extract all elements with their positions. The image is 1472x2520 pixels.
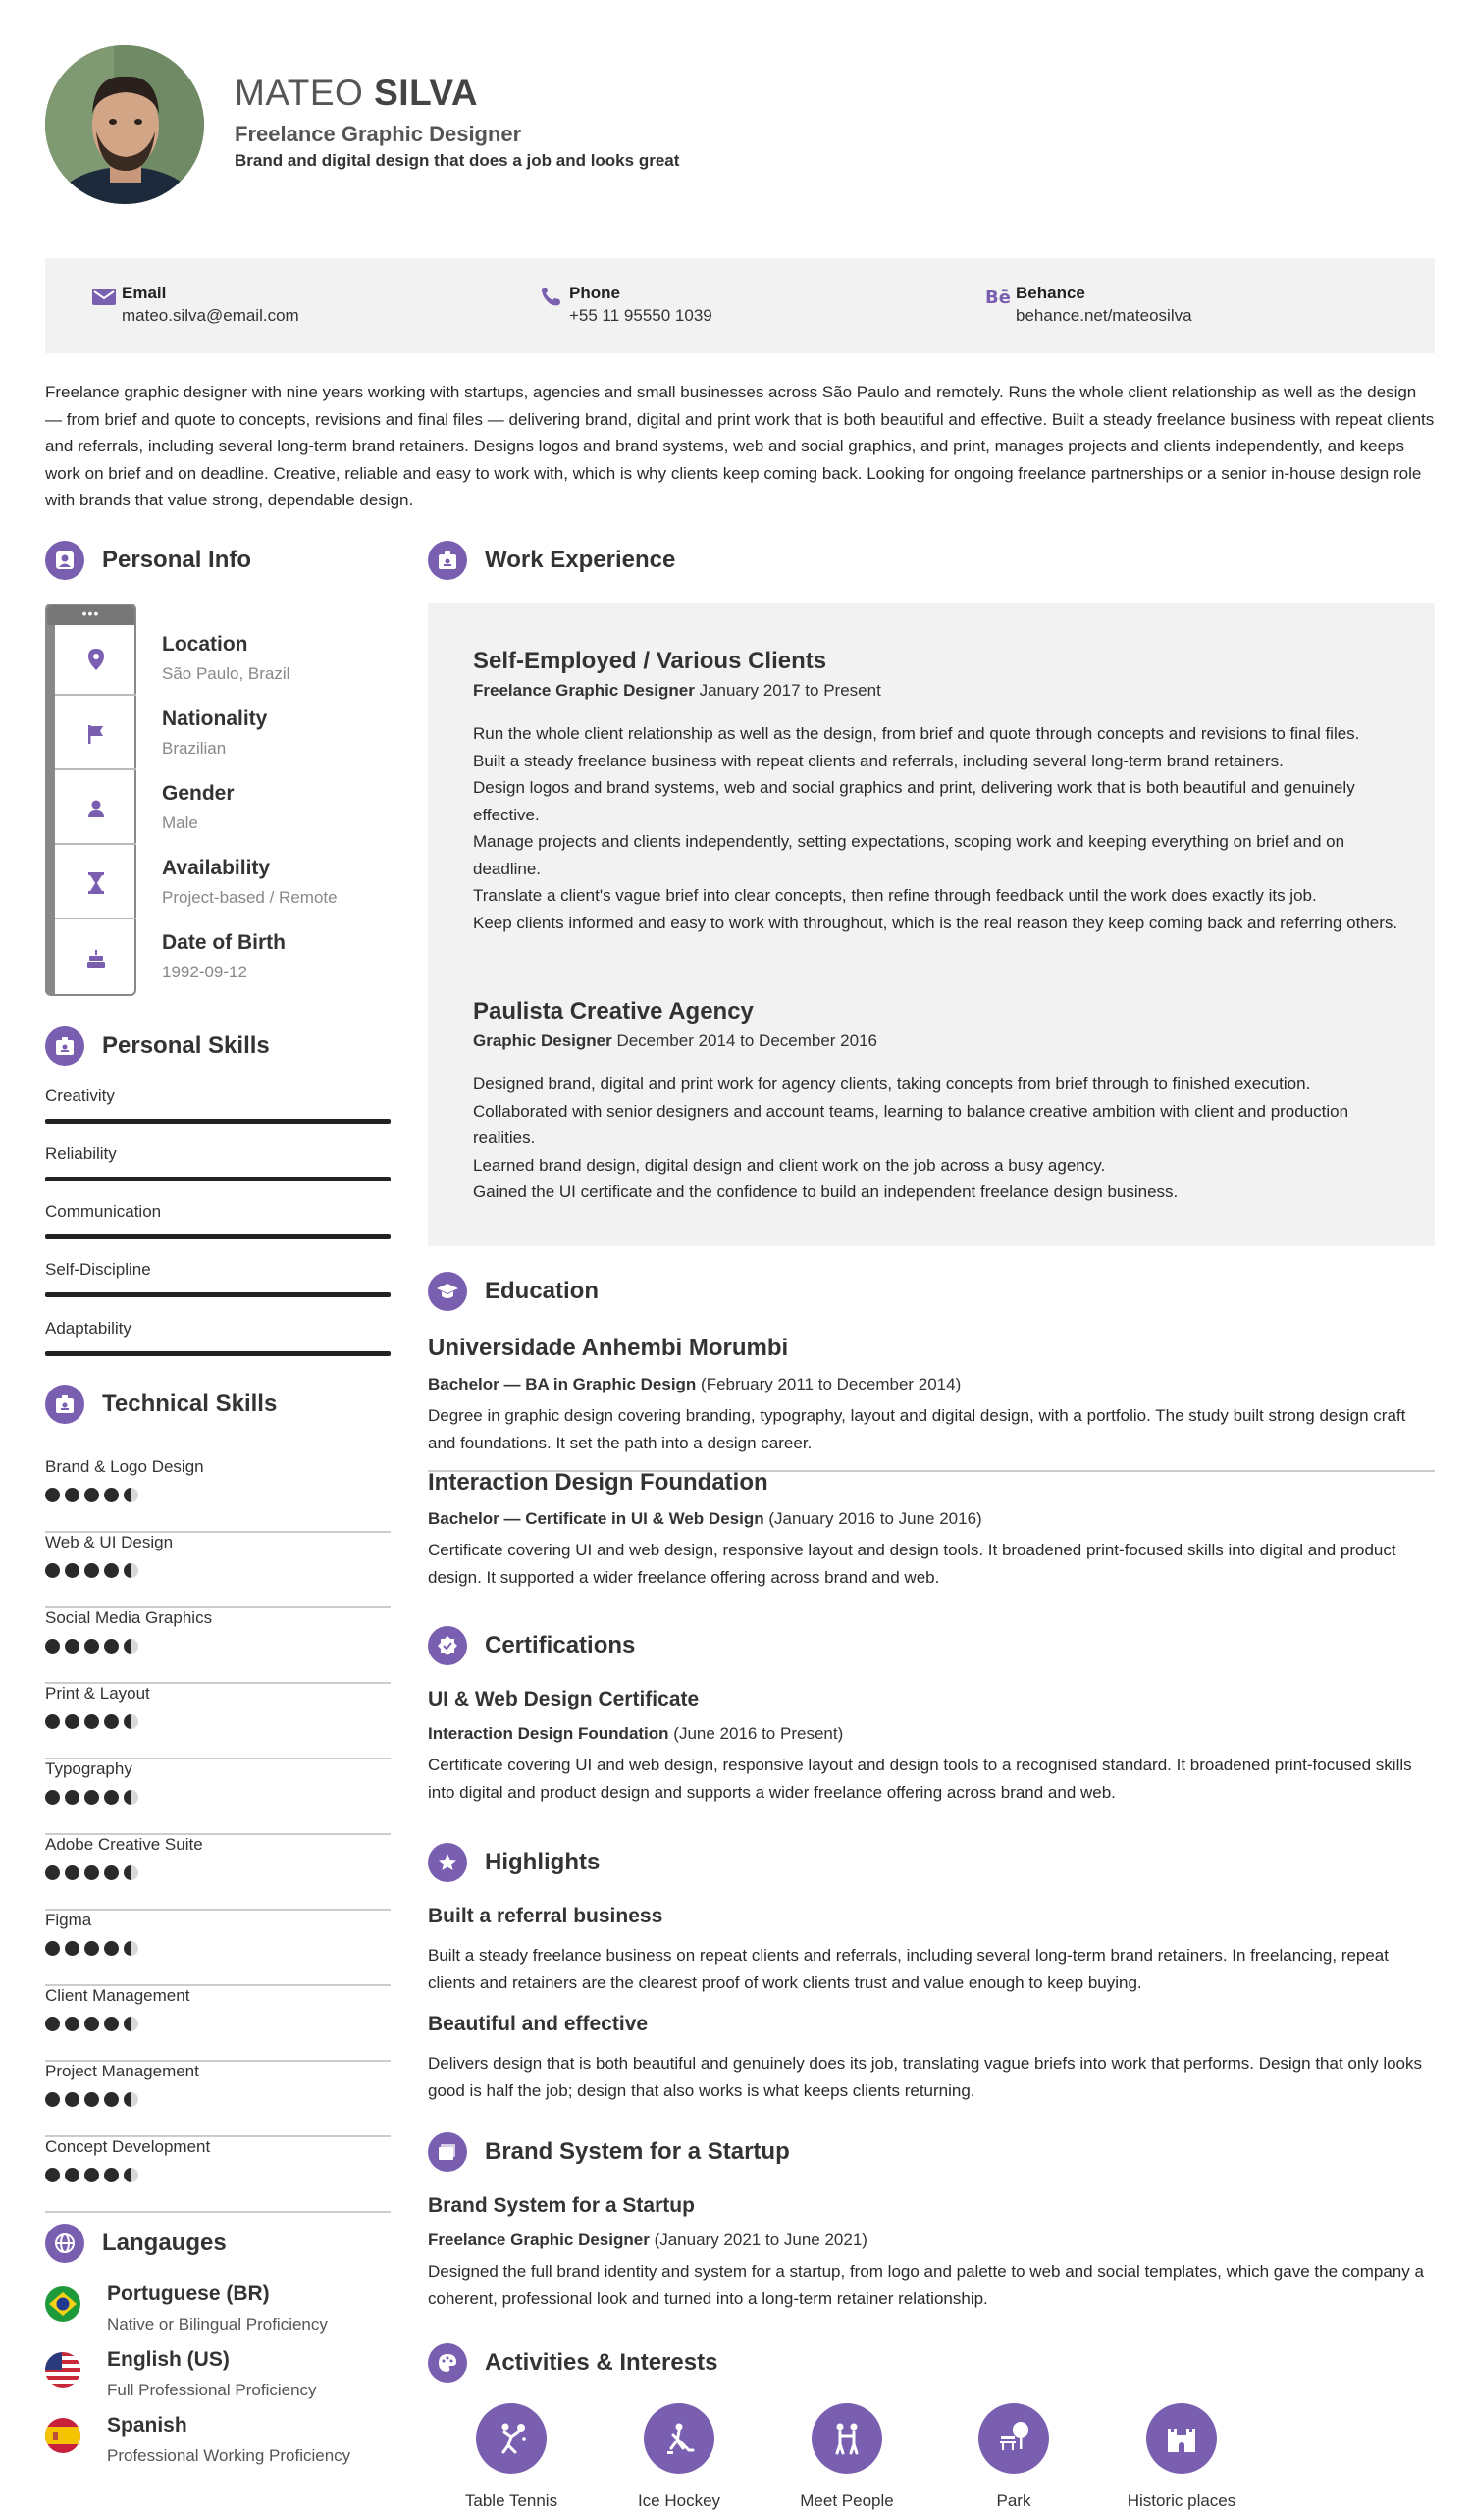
skill-rating — [45, 2017, 138, 2033]
duty-item: Designed brand, digital and print work for agency clients, taking concepts from brief through to finished execution. — [473, 1075, 1311, 1093]
skill-rating — [45, 1941, 138, 1958]
technical-skill — [45, 1835, 391, 1911]
duty-item: Collaborated with senior designers and account teams, learning to balance creative ambition with client and production realities. — [473, 1101, 1349, 1147]
interest-item — [940, 2403, 1087, 2511]
skill-label: Adobe Creative Suite — [45, 1835, 203, 1854]
interest-name: Meet People — [800, 2492, 894, 2510]
personal-skill — [45, 1319, 391, 1339]
park-icon — [978, 2403, 1049, 2474]
highlight-title: Built a referral business — [428, 1905, 663, 1927]
language-item — [45, 2348, 398, 2407]
section-title: Activities & Interests — [485, 2349, 718, 2376]
skill-label: Social Media Graphics — [45, 1608, 213, 1627]
behance-value[interactable]: behance.net/mateosilva — [1016, 306, 1192, 325]
rail-top-dots: ••• — [47, 605, 134, 625]
skill-rating — [45, 2092, 138, 2109]
degree: Bachelor — Certificate in UI & Web Design — [428, 1509, 764, 1528]
rating-dot — [65, 1790, 79, 1805]
job-role — [473, 1031, 1405, 1051]
rating-dot — [84, 1563, 99, 1578]
rating-dot — [65, 1563, 79, 1578]
star-icon — [428, 1843, 467, 1882]
technical-skill — [45, 1986, 391, 2062]
info-label: Availability — [162, 857, 271, 879]
skill-label: Project Management — [45, 2062, 199, 2080]
rating-dot — [84, 1714, 99, 1729]
skill-label: Figma — [45, 1911, 92, 1929]
phone-value[interactable]: +55 11 95550 1039 — [569, 306, 712, 325]
rail-side-bar — [47, 625, 55, 994]
rating-dot — [45, 1639, 60, 1654]
skill-label: Concept Development — [45, 2137, 211, 2156]
rating-dot — [124, 1488, 138, 1502]
rating-dot — [45, 2168, 60, 2182]
rating-dot — [65, 2168, 79, 2182]
highlight-entry — [428, 2013, 1435, 2104]
info-value: Male — [162, 814, 198, 832]
rating-dot — [124, 2168, 138, 2182]
highlight-title: Beautiful and effective — [428, 2013, 649, 2035]
info-label: Gender — [162, 782, 235, 805]
info-label: Date of Birth — [162, 931, 286, 954]
rating-dot — [45, 1563, 60, 1578]
education-description: Degree in graphic design covering branding, typography, layout and digital design, with a portfolio. The study built strong design craft and foundations. It set the path into a design career. — [428, 1406, 1406, 1452]
rating-dot — [104, 1941, 119, 1956]
candidate-name — [235, 73, 478, 114]
meet-people-icon — [812, 2403, 882, 2474]
project-title: Brand System for a Startup — [428, 2194, 695, 2217]
certification-dates: (June 2016 to Present) — [673, 1724, 844, 1743]
skill-bar — [45, 1234, 391, 1239]
rating-dot — [84, 1488, 99, 1502]
rating-dot — [84, 2168, 99, 2182]
skill-rating — [45, 1714, 138, 1731]
rating-dot — [124, 2092, 138, 2107]
us-flag-icon — [45, 2352, 80, 2388]
language-name: Portuguese (BR) — [107, 2283, 270, 2305]
language-item — [45, 2283, 398, 2341]
rating-dot — [45, 2017, 60, 2031]
degree-line — [428, 1509, 1435, 1529]
company-name: Paulista Creative Agency — [473, 998, 754, 1024]
rating-dot — [104, 2017, 119, 2031]
certification-description: Certificate covering UI and web design, responsive layout and design tools to a recognised standard. It broadened print-focused skills into digital and product design and supports a wider freelance offering across brand and web. — [428, 1756, 1412, 1802]
info-value: São Paulo, Brazil — [162, 664, 290, 683]
hourglass-icon — [55, 849, 136, 919]
interest-item — [438, 2403, 585, 2511]
section-title: Highlights — [485, 1849, 601, 1875]
rating-dot — [104, 1488, 119, 1502]
rating-dot — [104, 1790, 119, 1805]
info-label: Nationality — [162, 708, 268, 730]
rating-dot — [65, 1714, 79, 1729]
technical-skill — [45, 1457, 391, 1533]
info-nationality — [162, 708, 267, 759]
info-value: 1992-09-12 — [162, 963, 247, 981]
role-dates: December 2014 to December 2016 — [616, 1031, 877, 1050]
interest-name: Historic places — [1127, 2492, 1236, 2510]
info-availability — [162, 857, 338, 908]
role-title: Graphic Designer — [473, 1031, 612, 1050]
last-name: SILVA — [374, 73, 479, 113]
rating-dot — [104, 1865, 119, 1880]
rating-dot — [65, 1865, 79, 1880]
personal-skill — [45, 1144, 391, 1164]
education-description: Certificate covering UI and web design, responsive layout and design tools. It broadened print-focused skills into digital and product design. It supported a wider freelance offering across brand and web. — [428, 1541, 1396, 1587]
section-title: Personal Info — [102, 547, 252, 573]
skill-label: Typography — [45, 1759, 132, 1778]
skill-bar — [45, 1177, 391, 1181]
skill-label: Print & Layout — [45, 1684, 150, 1703]
skill-label: Reliability — [45, 1144, 117, 1163]
rating-dot — [104, 1714, 119, 1729]
section-title: Work Experience — [485, 547, 676, 573]
badge-icon — [45, 1026, 84, 1066]
section-title: Technical Skills — [102, 1391, 278, 1417]
technical-skill — [45, 2062, 391, 2137]
info-value: Project-based / Remote — [162, 888, 338, 907]
duties-list — [473, 720, 1405, 936]
skill-label: Web & UI Design — [45, 1533, 174, 1551]
person-icon — [55, 774, 136, 845]
email-icon — [91, 286, 117, 307]
contact-bar — [45, 258, 1435, 353]
interest-item — [773, 2403, 920, 2511]
interest-name: Ice Hockey — [637, 2492, 721, 2510]
company-name: Self-Employed / Various Clients — [473, 648, 827, 674]
skill-label: Client Management — [45, 1986, 190, 2005]
rating-dot — [45, 1865, 60, 1880]
duty-item: Built a steady freelance business with repeat clients and referrals, including several long-term brand retainers. — [473, 751, 1284, 770]
highlight-description: Delivers design that is both beautiful and genuinely does its job, translating vague briefs into work that performs. Design that only looks good is half the job; design that also works is what keeps clients returning. — [428, 2054, 1423, 2100]
rating-dot — [65, 1941, 79, 1956]
rating-dot — [84, 1790, 99, 1805]
id-card-icon — [45, 541, 84, 580]
duty-item: Gained the UI certificate and the confidence to build an independent freelance design business. — [473, 1182, 1179, 1201]
graduation-cap-icon — [428, 1272, 467, 1311]
rating-dot — [124, 1714, 138, 1729]
technical-skill — [45, 1684, 391, 1759]
rating-dot — [65, 1639, 79, 1654]
technical-skill — [45, 2137, 391, 2213]
job-title: Freelance Graphic Designer — [235, 122, 522, 146]
highlight-entry — [428, 1905, 1435, 1996]
duty-item: Translate a client's vague brief into clear concepts, then refine through feedback until the work does exactly its job. — [473, 886, 1317, 905]
rating-dot — [45, 2092, 60, 2107]
castle-icon — [1146, 2403, 1217, 2474]
contact-label: Email — [122, 284, 167, 302]
skill-bar — [45, 1119, 391, 1124]
rating-dot — [124, 1790, 138, 1805]
ice-hockey-icon — [644, 2403, 714, 2474]
degree-dates: (February 2011 to December 2014) — [701, 1375, 962, 1393]
palette-icon — [428, 2343, 467, 2383]
project-role: Freelance Graphic Designer — [428, 2231, 650, 2249]
certification-issuer: Interaction Design Foundation — [428, 1724, 669, 1743]
info-date-of-birth — [162, 931, 286, 982]
certificate-check-icon — [428, 1626, 467, 1665]
degree-line — [428, 1375, 1435, 1394]
location-pin-icon — [55, 625, 136, 696]
technical-skill — [45, 1911, 391, 1986]
professional-summary: Freelance graphic designer with nine years working with startups, agencies and small businesses across São Paulo and remotely. Runs the whole client relationship as well as the design — from brief and quote to concepts, revisions and final files — delivering brand, digital and print work that is both beautiful and effective. Built a steady freelance business with repeat clients and referrals, including several long-term brand retainers. Designs logos and brand systems, web and social graphics, and print, manages projects and clients independently, and keeps work on brief and on deadline. Creative, reliable and easy to work with, which is why clients keep coming back. Looking for ongoing freelance partnerships or a senior in-house design role with brands that value strong, dependable design. — [45, 383, 1435, 509]
personal-info-panel — [45, 604, 394, 996]
rating-dot — [45, 1941, 60, 1956]
technical-skill — [45, 1608, 391, 1684]
language-level: Professional Working Proficiency — [107, 2446, 351, 2465]
rating-dot — [104, 2092, 119, 2107]
personal-info-rail — [45, 604, 136, 996]
interest-name: Park — [996, 2492, 1031, 2510]
section-title: Langauges — [102, 2230, 227, 2256]
brazil-flag-icon — [45, 2286, 80, 2322]
section-title: Brand System for a Startup — [485, 2138, 790, 2165]
project-role-line — [428, 2231, 1435, 2250]
highlight-description: Built a steady freelance business on repeat clients and referrals, including several long-term brand retainers. In freelancing, repeat clients and retainers are the clearest proof of work clients trust and value enough to keep buying. — [428, 1946, 1389, 1992]
rating-dot — [124, 1941, 138, 1956]
skill-bar — [45, 1292, 391, 1297]
info-label: Location — [162, 633, 248, 656]
svg-text:Bē: Bē — [985, 288, 1011, 307]
skill-label: Creativity — [45, 1086, 115, 1105]
duty-item: Manage projects and clients independently, setting expectations, scoping work and keeping everything on brief and on deadline. — [473, 832, 1345, 878]
language-name: Spanish — [107, 2414, 187, 2437]
duty-item: Design logos and brand systems, web and social graphics and print, delivering work that is both beautiful and genuinely effective. — [473, 778, 1355, 824]
cake-icon — [55, 923, 136, 994]
skill-rating — [45, 2168, 138, 2184]
contact-label: Phone — [569, 284, 620, 302]
rating-dot — [104, 1563, 119, 1578]
rating-dot — [65, 2092, 79, 2107]
section-title: Education — [485, 1278, 600, 1304]
duty-item: Keep clients informed and easy to work with throughout, which is the real reason they keep coming back and referring others. — [473, 913, 1398, 932]
globe-icon — [45, 2224, 84, 2263]
spain-flag-icon — [45, 2418, 80, 2453]
skill-bar — [45, 1351, 391, 1356]
language-item — [45, 2414, 398, 2473]
skill-label: Self-Discipline — [45, 1260, 151, 1279]
rating-dot — [104, 1639, 119, 1654]
rating-dot — [124, 1639, 138, 1654]
duty-item: Learned brand design, digital design and client work on the job across a busy agency. — [473, 1155, 1106, 1175]
section-title: Personal Skills — [102, 1032, 270, 1059]
table-tennis-icon — [476, 2403, 547, 2474]
project-dates: (January 2021 to June 2021) — [654, 2231, 867, 2249]
skill-label: Brand & Logo Design — [45, 1457, 204, 1476]
interest-item — [1108, 2403, 1255, 2511]
skill-rating — [45, 1790, 138, 1807]
work-experience-panel — [428, 603, 1435, 1246]
job-role — [473, 681, 1405, 701]
language-level: Native or Bilingual Proficiency — [107, 2315, 328, 2334]
rating-dot — [45, 1488, 60, 1502]
rating-dot — [124, 1563, 138, 1578]
certification-title: UI & Web Design Certificate — [428, 1688, 700, 1710]
personal-skill — [45, 1260, 391, 1280]
personal-skill — [45, 1202, 391, 1222]
technical-skill — [45, 1533, 391, 1608]
info-gender — [162, 782, 235, 833]
skill-label: Adaptability — [45, 1319, 131, 1338]
rating-dot — [84, 1865, 99, 1880]
interest-item — [605, 2403, 753, 2511]
rating-dot — [65, 1488, 79, 1502]
skill-rating — [45, 1488, 138, 1504]
section-title: Certifications — [485, 1632, 636, 1658]
profile-photo — [45, 45, 204, 204]
role-dates: January 2017 to Present — [699, 681, 881, 700]
rating-dot — [84, 1941, 99, 1956]
skill-rating — [45, 1639, 138, 1655]
school-name: Universidade Anhembi Morumbi — [428, 1335, 789, 1361]
project-description: Designed the full brand identity and system for a startup, from logo and palette to web and social templates, which gave the company a coherent, professional look and turned into a long-term retainer relationship. — [428, 2262, 1424, 2308]
school-name: Interaction Design Foundation — [428, 1469, 768, 1496]
first-name: MATEO — [235, 73, 364, 113]
folder-icon — [428, 2132, 467, 2172]
info-value: Brazilian — [162, 739, 227, 758]
skill-label: Communication — [45, 1202, 162, 1221]
certification-entry — [428, 1688, 1435, 1806]
skill-rating — [45, 1563, 138, 1580]
resume-header — [45, 45, 1427, 202]
rating-dot — [84, 2092, 99, 2107]
rating-dot — [45, 1790, 60, 1805]
technical-skill — [45, 1759, 391, 1835]
email-value[interactable]: mateo.silva@email.com — [122, 306, 299, 325]
duty-item: Run the whole client relationship as well as the design, from brief and quote through concepts and revisions to final files. — [473, 724, 1360, 743]
rating-dot — [65, 2017, 79, 2031]
certification-issuer-line — [428, 1724, 1435, 1744]
rating-dot — [45, 1714, 60, 1729]
degree: Bachelor — BA in Graphic Design — [428, 1375, 697, 1393]
badge-icon — [45, 1385, 84, 1424]
personal-skill — [45, 1086, 391, 1106]
degree-dates: (January 2016 to June 2016) — [768, 1509, 982, 1528]
tagline: Brand and digital design that does a job and looks great — [235, 151, 680, 170]
rating-dot — [124, 1865, 138, 1880]
language-name: English (US) — [107, 2348, 230, 2371]
flag-icon — [55, 700, 136, 770]
badge-icon — [428, 541, 467, 580]
rating-dot — [84, 1639, 99, 1654]
rating-dot — [84, 2017, 99, 2031]
behance-icon — [985, 286, 1011, 307]
education-entry — [428, 1335, 1435, 1472]
contact-label: Behance — [1016, 284, 1085, 302]
info-location — [162, 633, 289, 684]
interest-name: Table Tennis — [464, 2492, 558, 2510]
duties-list — [473, 1071, 1405, 1206]
rating-dot — [104, 2168, 119, 2182]
job-entry — [473, 998, 1405, 1206]
project-entry — [428, 2194, 1435, 2312]
education-entry — [428, 1469, 1435, 1591]
job-entry — [473, 648, 1405, 936]
phone-icon — [539, 286, 564, 307]
role-title: Freelance Graphic Designer — [473, 681, 695, 700]
skill-rating — [45, 1865, 138, 1882]
language-level: Full Professional Proficiency — [107, 2381, 317, 2399]
rating-dot — [124, 2017, 138, 2031]
